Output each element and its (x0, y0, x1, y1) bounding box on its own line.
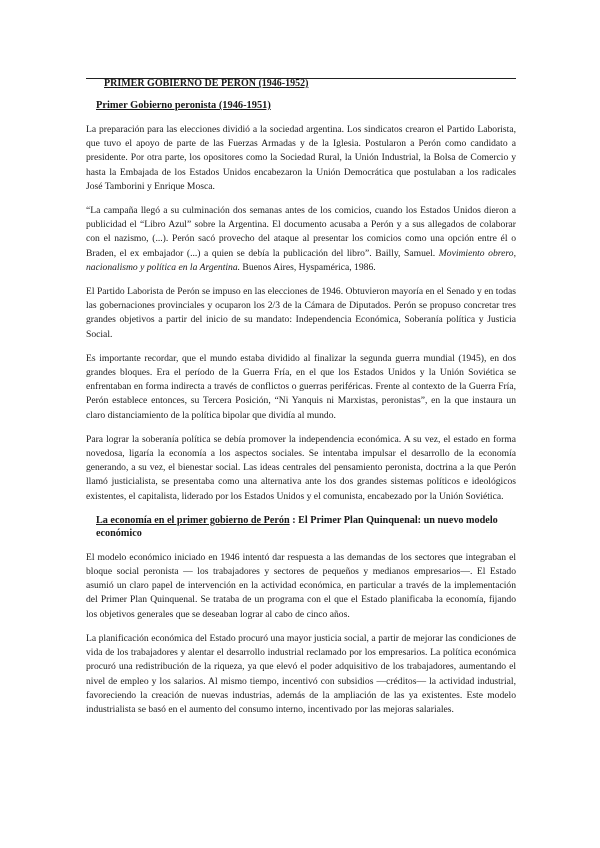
section-heading-underlined: La economía en el primer gobierno de Perón (96, 514, 290, 526)
quote-libro-azul (86, 204, 516, 275)
section-heading-rest: : El Primer Plan Quinquenal: un nuevo modelo económico (96, 514, 498, 540)
section-subtitle: Primer Gobierno peronista (1946-1951) (96, 100, 271, 111)
paragraph-partido-laborista: El Partido Laborista de Perón se impuso en las elecciones de 1946. Obtuvieron mayoría en el Senado y en todas las gobernaciones provinciales y ocuparon los 2/3 de la Cámara de Diputados. Perón se propuso concretar tres grandes objetivos a partir del inicio de su mandato: Independencia Económica, Soberanía política y Justicia Social. (86, 286, 516, 340)
paragraph-soberania: Para lograr la soberanía política se debía promover la independencia económica. A su vez, el estado en forma novedosa, ligaría la economía a los aspectos sociales. Se intentaba impulsar el desarrollo de la economía generando, a su vez, el bienestar social. Las ideas centrales del pensamiento peronista, doctrina a la que Perón llamó justicialista, se presentaba como una alternativa ante los dos grandes sistemas políticos e ideológicos existentes, el capitalista, liderado por los Estados Unidos y el comunista, encabezado por la Unión Soviética. (86, 433, 516, 502)
quote-citation: Buenos Aires, Hyspamérica, 1986. (240, 261, 376, 273)
paragraph-elections: La preparación para las elecciones dividió a la sociedad argentina. Los sindicatos crearon el Partido Laborista, que tuvo el apoyo de parte de las Fuerzas Armadas y de la Iglesia. Postularon a Perón como candidato a presidente. Por otra parte, los opositores como la Sociedad Rural, la Unión Industrial, la Bolsa de Comercio y hasta la Embajada de los Estados Unidos encabezaron la Unión Democrática que postulaban a los radicales José Tamborini y Enrique Mosca. (86, 124, 516, 192)
paragraph-planificacion: La planificación económica del Estado procuró una mayor justicia social, a partir de mejorar las condiciones de vida de los trabajadores y alentar el desarrollo industrial reclamado por los empresarios. La política económica procuró una redistribución de la riqueza, ya que elevó el poder adquisitivo de los trabajadores, aumentando el nivel de empleo y los salarios. Al mismo tiempo, incentivó con subsidios —créditos— la actividad industrial, favoreciendo la creación de nuevas industrias, además de la ampliación de las ya existentes. Este modelo industrialista se basó en el aumento del consumo interno, incentivado por las mejoras salariales. (86, 632, 516, 715)
quote-text: “La campaña llegó a su culminación dos semanas antes de los comicios, cuando los Estados Unidos dieron a publicidad el “Libro Azul” sobre la Argentina. El documento acusaba a Perón y a sus allegados de colaborar con el nazismo, (...). Perón sacó provecho del ataque al presentar los comicios como una opción entre él o Braden, el ex embajador (...) a quien se debía la publicación del libro”. Bailly, Samuel. (86, 205, 516, 259)
quote-book-title: Movimiento obrero, nacionalismo y política en la Argentina. (86, 247, 516, 273)
paragraph-modelo-economico: El modelo económico iniciado en 1946 intentó dar respuesta a las demandas de los sectores que integraban el bloque social peronista — los trabajadores y sectores de pequeños y medianos empresarios—. El Estado asumió un claro papel de intervención en la actividad económica, en particular a través de la implementación del Primer Plan Quinquenal. Se trataba de un programa con el que el Estado planificaba la economía, fijando los objetivos generales que se deseaban lograr al cabo de cinco años. (86, 551, 516, 620)
section-heading-economia (86, 514, 516, 541)
document-header (86, 78, 516, 90)
document-page (86, 78, 516, 727)
paragraph-guerra-fria: Es importante recordar, que el mundo estaba dividido al finalizar la segunda guerra mundial (1945), en dos grandes bloques. Era el período de la Guerra Fría, en el que los Estados Unidos y la Unión Soviética se enfrentaban en forma indirecta a través de conflictos o guerras periféricas. Frente al contexto de la Guerra Fría, Perón establece entonces, su Tercera Posición, “Ni Yanquis ni Marxistas, peronistas”, en la que instaura un claro distanciamiento de la política bipolar que dividía al mundo. (86, 352, 516, 421)
document-title: PRIMER GOBIERNO DE PERON (1946-1952) (104, 78, 309, 89)
